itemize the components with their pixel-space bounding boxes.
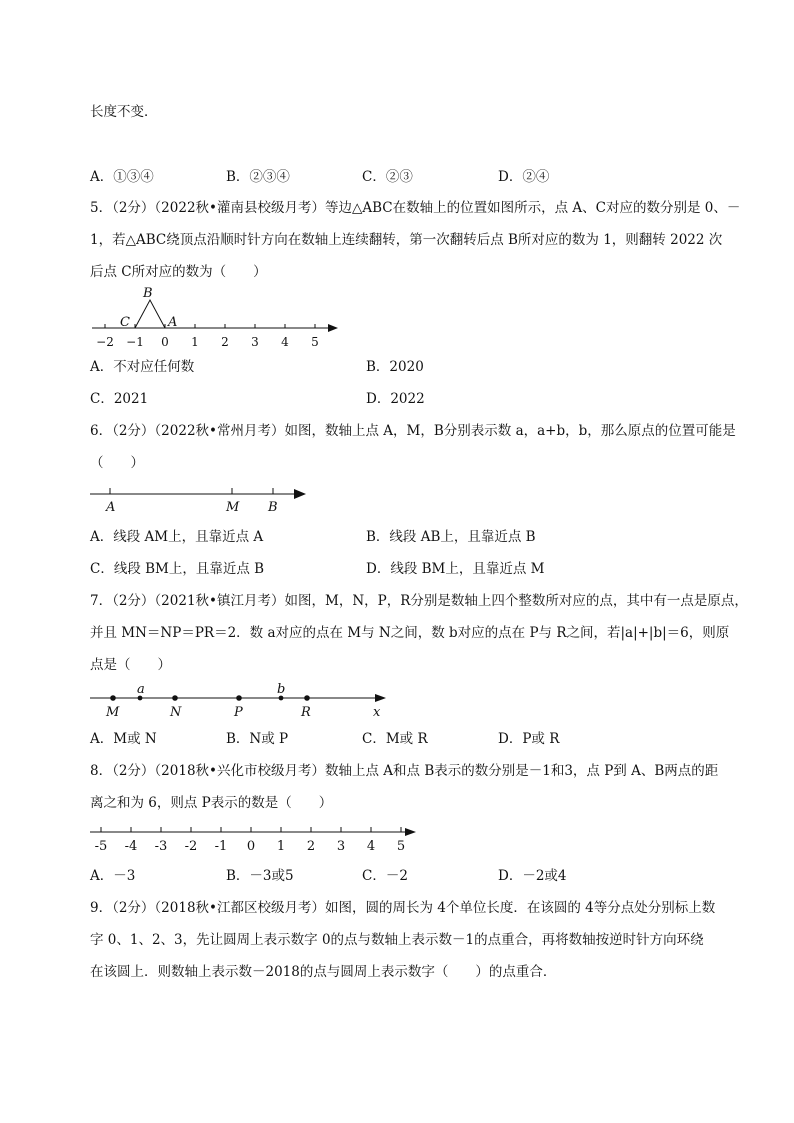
q6-label-m: M <box>226 500 240 515</box>
q5-triangle <box>135 300 165 328</box>
q6-number-line-figure <box>88 482 318 522</box>
q8-tick-label: 4 <box>366 839 376 854</box>
q5-option-c[interactable]: C．2021 <box>90 391 149 407</box>
q7-stem-line2: 并且 MN＝NP＝PR＝2．数 a对应的点在 M与 N之间，数 b对应的点在 P与 R之间，若|a|+|b|＝6，则原 <box>90 625 730 641</box>
q6-option-c[interactable]: C．线段 BM上，且靠近点 B <box>90 561 265 577</box>
q5-option-a[interactable]: A．不对应任何数 <box>90 359 195 375</box>
q8-option-a[interactable]: A．－3 <box>90 868 136 884</box>
q5-tick-label: −2 <box>96 335 114 349</box>
q5-tick-label: −1 <box>126 335 144 349</box>
q5-stem-line3: 后点 C所对应的数为（ ） <box>90 264 267 280</box>
q9-stem-line2: 字 0、1、2、3，先让圆周上表示数字 0的点与数轴上表示数－1的点重合，再将数轴按逆时针方向环绕 <box>90 932 704 948</box>
q7-option-a[interactable]: A．M或 N <box>90 731 157 747</box>
q7-option-d[interactable]: D．P或 R <box>498 731 560 747</box>
q5-label-c: C <box>120 315 130 330</box>
q4-option-c[interactable]: C．②③ <box>362 169 413 185</box>
q5-option-b[interactable]: B．2020 <box>366 359 424 375</box>
q7-point-n <box>172 695 178 701</box>
q5-tick-label: 0 <box>161 335 169 349</box>
q7-point-r <box>304 695 310 701</box>
q5-tick-label: 2 <box>221 335 229 349</box>
q5-stem-line2: 1，若△ABC绕顶点沿顺时针方向在数轴上连续翻转，第一次翻转后点 B所对应的数为 1，则翻转 2022 次 <box>90 232 723 248</box>
q5-tick-label: 4 <box>281 335 289 349</box>
q8-axis-arrow <box>405 828 416 836</box>
q6-stem-line1: 6．（2分）（2022秋•常州月考）如图，数轴上点 A，M，B分别表示数 a，a+b，b，那么原点的位置可能是 <box>90 423 736 439</box>
q7-option-c[interactable]: C．M或 R <box>362 731 428 747</box>
q7-axis-arrow <box>375 694 386 702</box>
q7-number-line-figure <box>88 682 398 722</box>
q7-label-m: M <box>106 705 120 720</box>
q7-point-p <box>236 695 242 701</box>
q5-stem-line1: 5．（2分）（2022秋•灌南县校级月考）等边△ABC在数轴上的位置如图所示，点 A、C对应的数分别是 0、－ <box>90 200 741 216</box>
q6-label-b: B <box>268 500 278 515</box>
q7-label-x: x <box>373 705 381 720</box>
q8-tick-label: -2 <box>184 839 198 854</box>
q8-tick-label: 0 <box>246 839 256 854</box>
q7-point-m <box>110 695 116 701</box>
q8-tick-label: -3 <box>154 839 168 854</box>
q6-option-d[interactable]: D．线段 BM上，且靠近点 M <box>366 561 545 577</box>
q8-option-b[interactable]: B．－3或5 <box>226 868 294 884</box>
q7-label-r: R <box>301 705 311 720</box>
q5-label-b: B <box>143 286 153 301</box>
q6-label-a: A <box>106 500 116 515</box>
q5-option-d[interactable]: D．2022 <box>366 391 425 407</box>
q8-tick-label: -1 <box>214 839 228 854</box>
q6-axis-arrow <box>294 489 306 499</box>
q8-tick-label: 2 <box>306 839 316 854</box>
q8-tick-label: 1 <box>276 839 286 854</box>
q8-option-c[interactable]: C．－2 <box>362 868 408 884</box>
q8-number-line-figure <box>88 820 428 860</box>
q5-label-a: A <box>168 315 178 330</box>
q9-stem-line3: 在该圆上．则数轴上表示数－2018的点与圆周上表示数字（ ）的点重合． <box>90 964 557 980</box>
q5-number-line-figure <box>88 284 348 354</box>
q8-tick-label: -5 <box>94 839 108 854</box>
q6-option-a[interactable]: A．线段 AM上，且靠近点 A <box>90 529 264 545</box>
q7-stem-line3: 点是（ ） <box>90 657 171 673</box>
q7-stem-line1: 7．（2分）（2021秋•镇江月考）如图，M，N，P，R分别是数轴上四个整数所对应的点，其中有一点是原点， <box>90 593 748 609</box>
top-text: 长度不变． <box>90 104 158 120</box>
q4-option-d[interactable]: D．②④ <box>498 169 550 185</box>
q8-tick-label: 3 <box>336 839 346 854</box>
q4-option-a[interactable]: A．①③④ <box>90 169 154 185</box>
q8-stem-line2: 离之和为 6，则点 P表示的数是（ ） <box>90 795 333 811</box>
q7-label-p: P <box>234 705 243 720</box>
q6-option-b[interactable]: B．线段 AB上，且靠近点 B <box>366 529 536 545</box>
q9-stem-line1: 9．（2分）（2018秋•江都区校级月考）如图，圆的周长为 4个单位长度．在该圆的 4等分点处分别标上数 <box>90 900 716 916</box>
q6-stem-line2: （ ） <box>90 455 144 471</box>
q8-stem-line1: 8．（2分）（2018秋•兴化市校级月考）数轴上点 A和点 B表示的数分别是－1和3，点 P到 A、B两点的距 <box>90 763 719 779</box>
q5-tick-label: 5 <box>311 335 319 349</box>
q5-axis-arrow <box>328 324 338 332</box>
q5-tick-label: 1 <box>191 335 199 349</box>
q5-tick-label: 3 <box>251 335 259 349</box>
q8-option-d[interactable]: D．－2或4 <box>498 868 567 884</box>
q7-option-b[interactable]: B．N或 P <box>226 731 289 747</box>
q8-tick-label: -4 <box>124 839 138 854</box>
q7-label-b: b <box>277 682 286 697</box>
q7-label-n: N <box>170 705 182 720</box>
q7-label-a: a <box>137 682 145 697</box>
q4-option-b[interactable]: B．②③④ <box>226 169 290 185</box>
q8-tick-label: 5 <box>396 839 406 854</box>
